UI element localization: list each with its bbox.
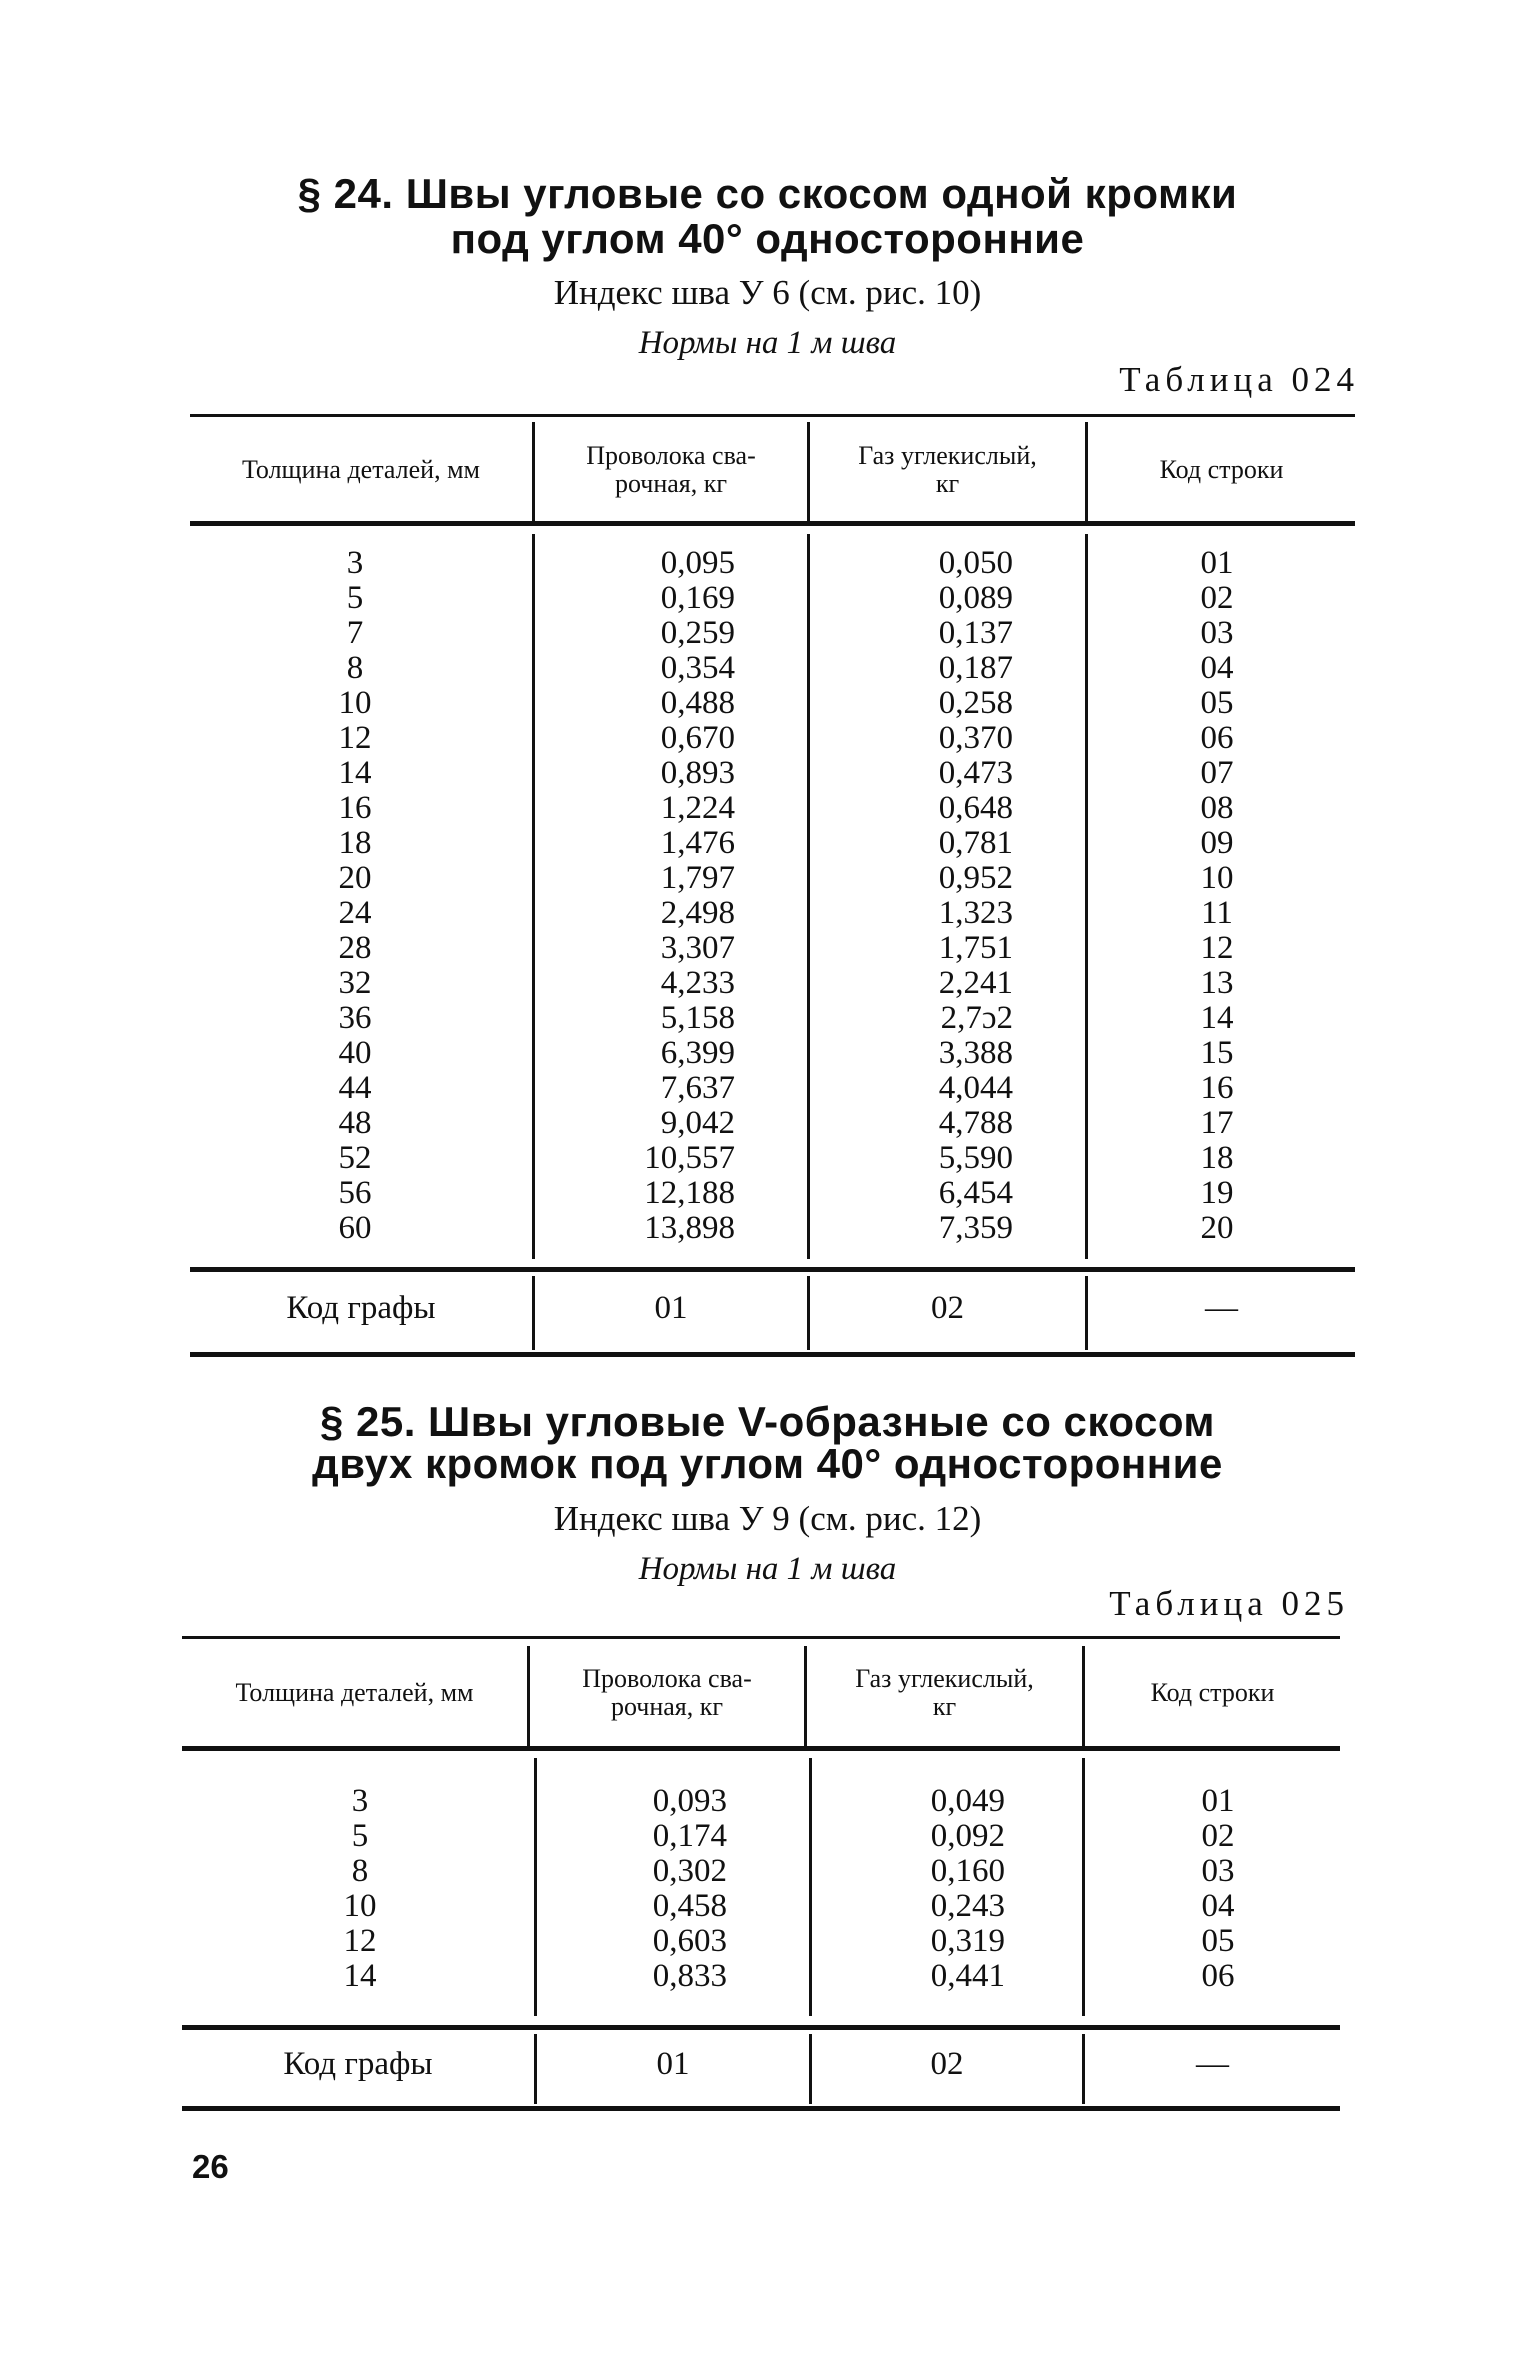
section-24-title-line1: § 24. Швы угловые со скосом одной кромки — [297, 170, 1238, 217]
table-rule — [182, 1746, 1340, 1751]
footer-graph-code-gas: 02 — [931, 1290, 964, 1326]
column-divider — [809, 1758, 812, 2016]
table-cell: 12 — [338, 720, 372, 756]
table-cell: 10 — [338, 685, 372, 721]
table-cell: 24 — [338, 895, 372, 931]
table-cell: 6,399 — [660, 1035, 735, 1071]
table-cell: 16 — [1200, 1070, 1234, 1106]
table-cell: 8 — [351, 1853, 369, 1889]
section-24-index: Индекс шва У 6 (см. рис. 10) — [553, 273, 982, 312]
table-cell: 32 — [338, 965, 372, 1001]
table-cell: 13,898 — [644, 1210, 735, 1246]
section-25-index: Индекс шва У 9 (см. рис. 12) — [553, 1499, 982, 1538]
table-cell: 16 — [338, 790, 372, 826]
column-divider — [1085, 534, 1088, 1259]
column-thickness — [325, 1784, 395, 1994]
table-cell: 14 — [338, 755, 372, 791]
table-cell: 7,637 — [660, 1070, 735, 1106]
table-cell: 0,187 — [938, 650, 1013, 686]
table-cell: 05 — [1201, 1923, 1235, 1959]
footer-graph-code-wire: 01 — [656, 2046, 690, 2082]
table-cell: 1,797 — [660, 860, 735, 896]
table-cell: 0,050 — [938, 545, 1013, 581]
table-cell: 5,158 — [660, 1000, 735, 1036]
table-cell: 3 — [351, 1783, 369, 1819]
table-cell: 20 — [1200, 1210, 1234, 1246]
table-cell: 10 — [343, 1888, 377, 1924]
table-cell: 52 — [338, 1140, 372, 1176]
table-cell: 0,302 — [652, 1853, 727, 1889]
page-number: 26 — [192, 2148, 229, 2185]
table-cell: 0,458 — [652, 1888, 727, 1924]
table-cell: 0,095 — [660, 545, 735, 581]
table-cell: 0,174 — [652, 1818, 727, 1854]
footer-graph-code-dash: — — [1196, 2046, 1229, 2082]
table-cell: 0,603 — [652, 1923, 727, 1959]
table-rule — [190, 414, 1355, 417]
header-gas: Газ углекислый, кг — [858, 440, 1037, 498]
table-cell: 0,093 — [652, 1783, 727, 1819]
table-cell: 2,241 — [938, 965, 1013, 1001]
header-thickness: Толщина деталей, мм — [242, 454, 480, 484]
table-cell: 01 — [1200, 545, 1234, 581]
table-cell: 5,590 — [938, 1140, 1013, 1176]
table-rule — [190, 1352, 1355, 1357]
table-cell: 3,307 — [660, 930, 735, 966]
table-cell: 3 — [346, 545, 364, 581]
table-cell: 56 — [338, 1175, 372, 1211]
table-cell: 40 — [338, 1035, 372, 1071]
table-cell: 0,169 — [660, 580, 735, 616]
table-024 — [190, 414, 1355, 1359]
table-cell: 03 — [1200, 615, 1234, 651]
section-25-title-line2: двух кромок под углом 40° односторонние — [312, 1440, 1223, 1487]
table-cell: 9,042 — [660, 1105, 735, 1141]
column-gas — [885, 1784, 1005, 1994]
table-cell: 7 — [346, 615, 364, 651]
column-row-code — [1182, 546, 1252, 1246]
table-cell: 28 — [338, 930, 372, 966]
table-rule — [190, 521, 1355, 526]
table-cell: 09 — [1200, 825, 1234, 861]
header-row-code: Код строки — [1159, 454, 1284, 484]
table-cell: 0,243 — [930, 1888, 1005, 1924]
table-025-label: Таблица 025 — [1109, 1584, 1349, 1623]
column-divider — [534, 1758, 537, 2016]
table-cell: 0,893 — [660, 755, 735, 791]
header-gas: Газ углекислый, кг — [855, 1664, 1034, 1721]
footer-graph-code-label: Код графы — [283, 2046, 433, 2082]
table-024-label: Таблица 024 — [1119, 360, 1359, 399]
table-cell: 36 — [338, 1000, 372, 1036]
header-row-code: Код строки — [1150, 1678, 1275, 1707]
table-cell: 0,781 — [938, 825, 1013, 861]
table-rule — [182, 2025, 1340, 2030]
table-cell: 14 — [343, 1958, 377, 1994]
table-cell: 5 — [351, 1818, 369, 1854]
table-cell: 17 — [1200, 1105, 1234, 1141]
table-cell: 60 — [338, 1210, 372, 1246]
table-cell: 0,259 — [660, 615, 735, 651]
table-cell: 0,370 — [938, 720, 1013, 756]
table-cell: 0,833 — [652, 1958, 727, 1994]
table-cell: 02 — [1201, 1818, 1235, 1854]
table-cell: 04 — [1200, 650, 1234, 686]
section-24-norm: Нормы на 1 м шва — [638, 325, 897, 361]
footer-graph-code-label: Код графы — [286, 1290, 436, 1326]
table-cell: 19 — [1200, 1175, 1234, 1211]
table-cell: 2,498 — [660, 895, 735, 931]
table-cell: 12,188 — [644, 1175, 735, 1211]
table-cell: 0,319 — [930, 1923, 1005, 1959]
table-cell: 04 — [1201, 1888, 1235, 1924]
table-cell: 18 — [338, 825, 372, 861]
header-thickness: Толщина деталей, мм — [235, 1678, 474, 1707]
table-cell: 48 — [338, 1105, 372, 1141]
table-cell: 0,049 — [930, 1783, 1005, 1819]
table-cell: 4,788 — [938, 1105, 1013, 1141]
table-cell: 06 — [1201, 1958, 1235, 1994]
table-cell: 2,7ɔ2 — [940, 1000, 1013, 1036]
table-cell: 6,454 — [938, 1175, 1013, 1211]
table-cell: 06 — [1200, 720, 1234, 756]
table-cell: 0,160 — [930, 1853, 1005, 1889]
table-cell: 12 — [343, 1923, 377, 1959]
header-wire: Проволока сва- рочная, кг — [586, 440, 756, 498]
table-cell: 1,476 — [660, 825, 735, 861]
table-cell: 5 — [346, 580, 364, 616]
table-cell: 20 — [338, 860, 372, 896]
table-cell: 0,137 — [938, 615, 1013, 651]
column-row-code — [1183, 1784, 1253, 1994]
table-rule — [182, 1636, 1340, 1639]
footer-graph-code-wire: 01 — [654, 1290, 688, 1326]
table-cell: 3,388 — [938, 1035, 1013, 1071]
table-cell: 18 — [1200, 1140, 1234, 1176]
column-divider — [532, 534, 535, 1259]
table-cell: 7,359 — [938, 1210, 1013, 1246]
table-cell: 1,751 — [938, 930, 1013, 966]
header-wire: Проволока сва- рочная, кг — [582, 1664, 752, 1721]
table-cell: 15 — [1200, 1035, 1234, 1071]
section-24-title-line2: под углом 40° односторонние — [450, 215, 1085, 262]
table-cell: 0,258 — [938, 685, 1013, 721]
table-cell: 08 — [1200, 790, 1234, 826]
table-cell: 0,648 — [938, 790, 1013, 826]
column-divider — [1082, 1758, 1085, 2016]
table-cell: 05 — [1200, 685, 1234, 721]
table-rule — [190, 1267, 1355, 1272]
table-cell: 02 — [1200, 580, 1234, 616]
table-cell: 1,224 — [660, 790, 735, 826]
column-gas — [883, 546, 1013, 1246]
table-cell: 07 — [1200, 755, 1234, 791]
table-cell: 0,092 — [930, 1818, 1005, 1854]
table-cell: 11 — [1201, 895, 1233, 931]
section-25-title-line1: § 25. Швы угловые V-образные со скосом — [319, 1398, 1216, 1445]
table-cell: 1,323 — [938, 895, 1013, 931]
table-cell: 0,473 — [938, 755, 1013, 791]
table-cell: 4,233 — [660, 965, 735, 1001]
table-cell: 0,952 — [938, 860, 1013, 896]
table-cell: 10 — [1200, 860, 1234, 896]
table-cell: 44 — [338, 1070, 372, 1106]
table-cell: 0,354 — [660, 650, 735, 686]
table-cell: 14 — [1200, 1000, 1234, 1036]
table-rule — [182, 2106, 1340, 2111]
table-cell: 13 — [1200, 965, 1234, 1001]
section-25-norm: Нормы на 1 м шва — [638, 1551, 897, 1587]
table-cell: 0,488 — [660, 685, 735, 721]
table-cell: 03 — [1201, 1853, 1235, 1889]
footer-graph-code-dash: — — [1205, 1290, 1238, 1326]
column-divider — [807, 534, 810, 1259]
table-cell: 0,441 — [930, 1958, 1005, 1994]
table-cell: 0,089 — [938, 580, 1013, 616]
column-thickness — [320, 546, 390, 1246]
table-cell: 8 — [346, 650, 364, 686]
table-025 — [182, 1636, 1340, 2116]
footer-graph-code-gas: 02 — [930, 2046, 964, 2082]
column-wire — [607, 1784, 727, 1994]
table-cell: 10,557 — [644, 1140, 735, 1176]
table-cell: 01 — [1201, 1783, 1235, 1819]
column-wire — [605, 546, 735, 1246]
table-cell: 4,044 — [938, 1070, 1013, 1106]
table-cell: 0,670 — [660, 720, 735, 756]
table-cell: 12 — [1200, 930, 1234, 966]
